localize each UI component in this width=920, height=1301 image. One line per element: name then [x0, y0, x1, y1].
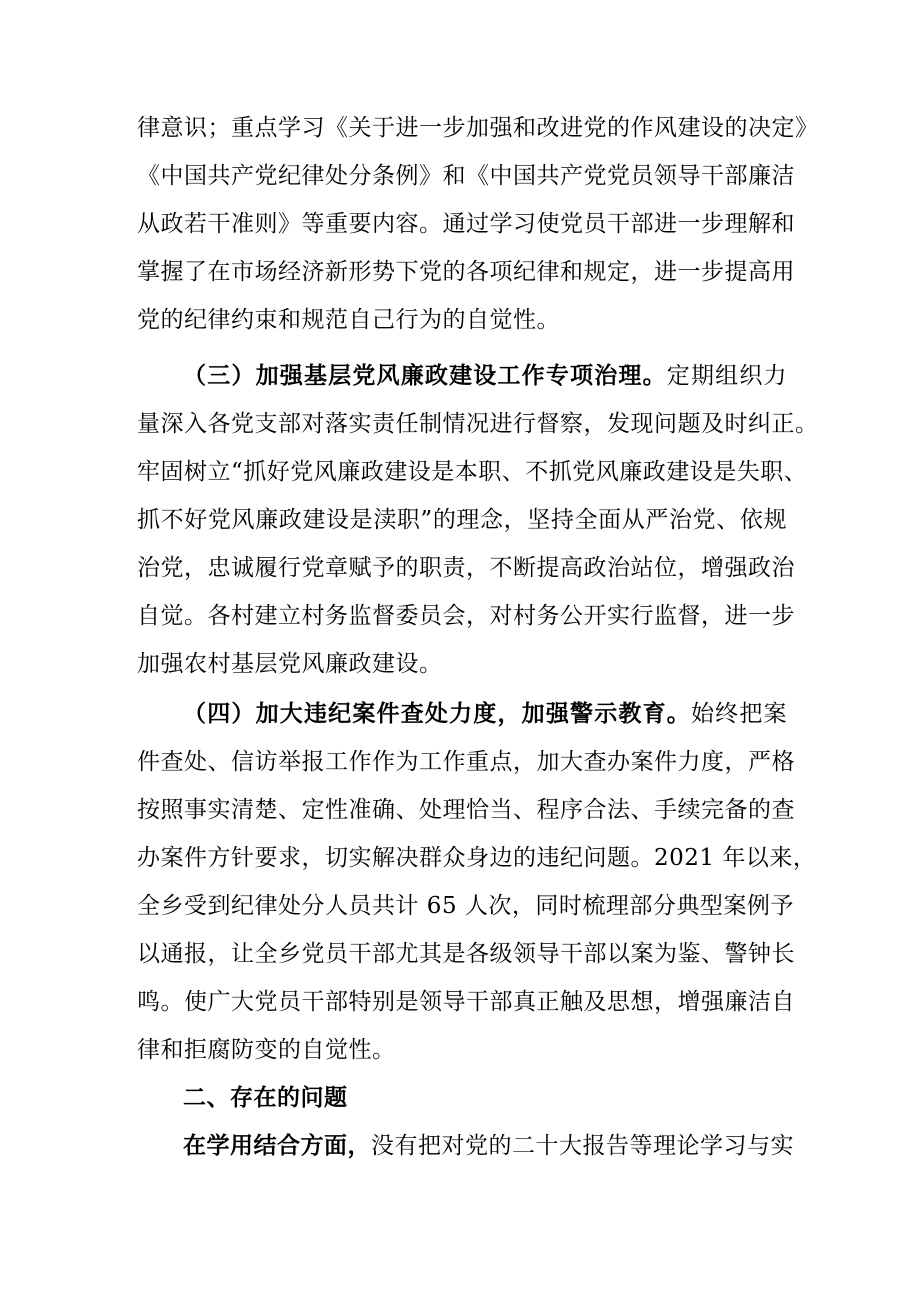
para2-heading: （三）加强基层党风廉政建设工作专项治理。 [183, 362, 667, 389]
para2-first-line-rest: 定期组织力 [666, 363, 787, 389]
para4-first-line [137, 1122, 794, 1170]
para1-line-4: 掌握了在市场经济新形势下党的各项纪律和规定，进一步提高用 [137, 259, 795, 285]
para3-line-4: 办案件方针要求，切实解决群众身边的违纪问题。2021 年以来， [137, 845, 817, 871]
para4-heading: 在学用结合方面， [183, 1132, 371, 1159]
para4-first-line-rest: 没有把对党的二十大报告等理论学习与实 [371, 1133, 794, 1159]
para3-line-2: 件查处、信访举报工作作为工作重点，加大查办案件力度，严格 [137, 749, 795, 775]
para3-heading: （四）加大违纪案件查处力度，加强警示教育。 [183, 700, 691, 727]
para1-line-5: 党的纪律约束和规范自己行为的自觉性。 [137, 307, 560, 333]
para3-line-5: 全乡受到纪律处分人员共计 65 人次，同时梳理部分典型案例予 [137, 893, 794, 919]
para2-line-4: 抓不好党风廉政建设是渎职”的理念，坚持全面从严治党、依规 [137, 507, 787, 533]
section2-heading: 二、存在的问题 [183, 1084, 348, 1111]
para1-line-2: 《中国共产党纪律处分条例》和《中国共产党党员领导干部廉洁 [137, 163, 795, 189]
para3-first-line-rest: 始终把案 [690, 701, 787, 727]
para1-line-3: 从政若干准则》等重要内容。通过学习使党员干部进一步理解和 [137, 211, 795, 237]
para2-line-6: 自觉。各村建立村务监督委员会，对村务公开实行监督，进一步 [137, 603, 795, 629]
para2-line-5: 治党，忠诚履行党章赋予的职责，不断提高政治站位，增强政治 [137, 555, 795, 581]
para1-line-1: 律意识；重点学习《关于进一步加强和改进党的作风建设的决定》 [137, 115, 819, 141]
para3-first-line [137, 690, 787, 738]
para2-first-line [137, 352, 787, 400]
para2-line-3: 牢固树立“抓好党风廉政建设是本职、不抓党风廉政建设是失职、 [137, 459, 808, 485]
para2-line-7: 加强农村基层党风廉政建设。 [137, 651, 443, 677]
para2-line-2: 量深入各党支部对落实责任制情况进行督察，发现问题及时纠正。 [137, 411, 819, 437]
para3-line-8: 律和拒腐防变的自觉性。 [137, 1037, 396, 1063]
para3-line-7: 鸣。使广大党员干部特别是领导干部真正触及思想，增强廉洁自 [137, 989, 795, 1015]
para3-line-6: 以通报，让全乡党员干部尤其是各级领导干部以案为鉴、警钟长 [137, 941, 795, 967]
para3-line-3: 按照事实清楚、定性准确、处理恰当、程序合法、手续完备的查 [137, 797, 795, 823]
